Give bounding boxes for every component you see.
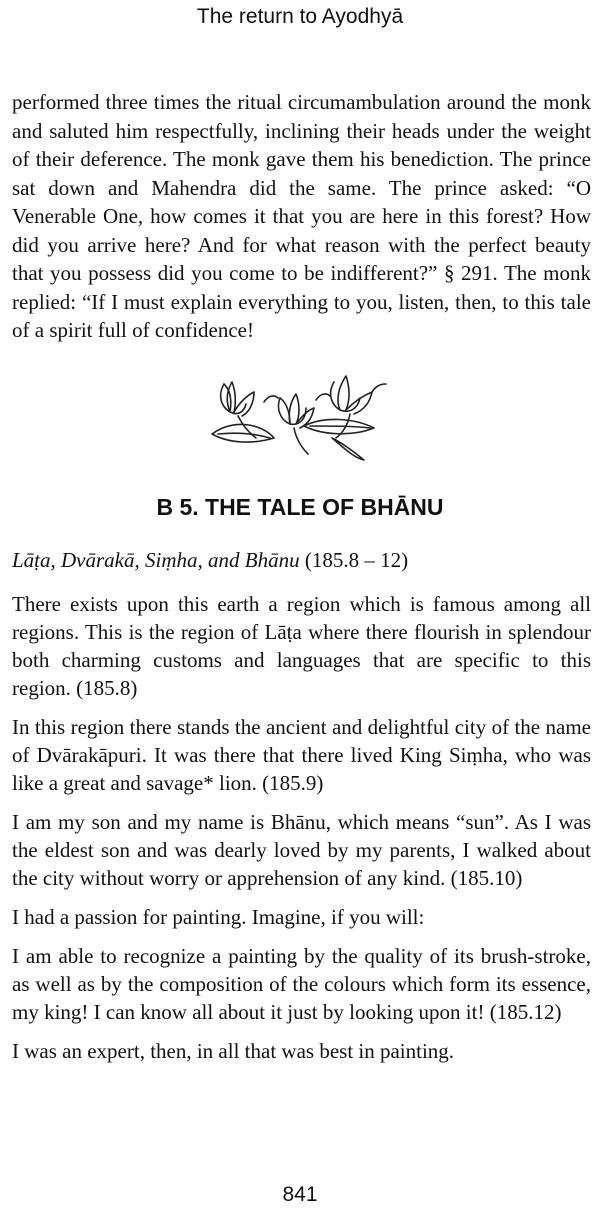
page-number: 841: [282, 1183, 318, 1206]
tale-text: [12, 590, 591, 1076]
paragraph: I had a passion for painting. Imagine, if you will:: [12, 905, 425, 929]
opening-paragraph: performed three times the ritual circumambulation around the monk and saluted him respectfully, inclining their heads under the weight of their deference. The monk gave them his benediction. The prince sat down and Mahendra did the same. The prince asked: “O Venerable One, how comes it that you are here in this forest? How did you arrive here? And for what reason with the perfect beauty that you possess did you come to be indifferent?” § 291. The monk replied: “If I must explain everything to you, listen, then, to this tale of a spirit full of confidence!: [12, 90, 591, 342]
section-heading: B 5. THE TALE OF BHĀNU: [156, 494, 444, 520]
paragraph: There exists upon this earth a region which is famous among all regions. This is the region of Lāṭa where there flourish in splendour both charming customs and languages that are specific to this region. (185.8): [12, 592, 591, 700]
opening-text: [12, 88, 591, 345]
subsection-reference: (185.8 – 12): [304, 548, 409, 572]
running-head: The return to Ayodhyā: [196, 5, 404, 28]
paragraph: In this region there stands the ancient and delightful city of the name of Dvārakāpuri. It was there that there lived King Siṃha, who was like a great and savage* lion. (185.9): [12, 715, 591, 795]
paragraph: I was an expert, then, in all that was best in painting.: [12, 1039, 455, 1063]
subsection-title: Lāṭa, Dvārakā, Siṃha, and Bhānu: [12, 548, 300, 572]
lotus-flowers-ornament-icon: [204, 372, 394, 462]
paragraph: I am my son and my name is Bhānu, which means “sun”. As I was the eldest son and was dearly loved by my parents, I walked about the city without worry or apprehension of any kind. (185.10): [12, 810, 591, 890]
paragraph: I am able to recognize a painting by the quality of its brush-stroke, as well as by the composition of the colours which form its essence, my king! I can know all about it just by looking upon it! (185.12): [12, 944, 591, 1024]
subsection-heading: [12, 546, 591, 574]
